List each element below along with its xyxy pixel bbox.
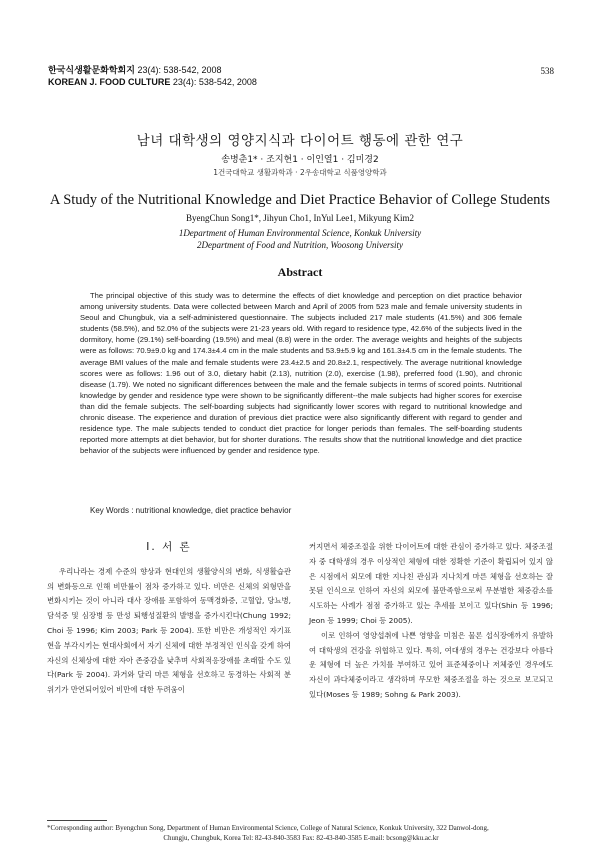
- abstract-heading: Abstract: [277, 265, 323, 279]
- authors-ko: 송병춘1* · 조지현1 · 이인열1 · 김미경2: [221, 155, 379, 165]
- footnote-line-1: *Corresponding author: Byengchun Song, Department of Human Environmental Science, College of Natural Science, Konkuk University, 322 Danwol-dong,: [47, 824, 489, 832]
- journal-header: [48, 64, 257, 88]
- page-number: 538: [540, 66, 554, 76]
- affiliation-ko: 1건국대학교 생활과학과 · 2우송대학교 식품영양학과: [213, 168, 387, 177]
- right-column: [309, 540, 553, 703]
- affiliation-en-2: 2Department of Food and Nutrition, Woosong University: [197, 240, 403, 250]
- journal-volume-ko: 23(4): 538-542, 2008: [137, 65, 222, 75]
- journal-volume-en: 23(4): 538-542, 2008: [172, 77, 257, 87]
- footnote-line-2: Chungju, Chungbuk, Korea Tel: 82-43-840-3583 Fax: 82-43-840-3585 E-mail: bcsong@kku.ac.kr: [163, 833, 439, 842]
- section-title: I. 서 론: [146, 541, 192, 553]
- abstract-body: The principal objective of this study was to determine the effects of diet knowledge and perception on diet practice behavior among university students. Data were collected between March and April of 2005 from 523 male and female university students in Seoul and Chungbuk, via a self-administered questionnaire. The subjects included 217 male students (41.5%) and 306 female students (58.5%), and 52.0% of the subjects were 21-23 years old. With regard to residence type, 42.6% of the subjects lived in the dormitory, home (29.1%) self-boarding (19.5%) and meal (8.8) were in the order. The average weights and heights of the subjects were as follows: 70.9±9.0 kg and 174.3±4.4 cm in the male students and 53.9±5.9 kg and 161.3±4.5 cm in the female students. The average BMI values of the male and female students were 23.4±2.5 and 20.8±2.1, respectively. The average nutritional knowledge scores were as follows: 1.96 out of 3.0, dietary habit (2.13), nutrition (2.0), exercise (1.98), preferred food (1.90), and chronic disease (1.79). We noted no significant differences between the male and the female subjects in terms of scored points. Nutritional knowledge by gender and residence type were shown to be significantly different--the male subjects had higher scores for exercise than did the female subjects. The self-boarding subjects had significantly lower scores with regard to nutritional knowledge and chronic disease. The experience and duration of previous diet practice were also significantly different with regard to gender and residence type. The male subjects tended to conduct diet practice for longer periods than females. The self-boarding students reported more attempts at diet behavior, but for shorter durations. The results show that the nutritional knowledge and diet practice behavior of the subjects were influenced by gender and residence type.: [80, 291, 522, 456]
- footnote-rule: [47, 820, 107, 821]
- intro-paragraph-1: 우리나라는 경제 수준의 향상과 현대인의 생활양식의 변화, 식생활습관의 변화등으로 인해 비만률이 점차 증가하고 있다. 비만은 신체의 외형만을 변화시키는 것이 아니라 대사 장애를 포함하여 동맥경화증, 고혈압, 당뇨병, 담석증 및 심장병 등 만성 퇴행성질환의 발병을 증가시킨다(Chung 1992; Choi 등 1996; Kim 2003; Park 등 2004). 또한 비만은 개성적인 자기표현을 부각시키는 현대사회에서 자기 신체에 대한 부정적인 인식을 갖게 하여 자신의 신체상에 대한 자아 존중감을 낮추며 사회적응장애를 초래할 수도 있다(Park 등 2004). 과거와 달리 마른 체형을 선호하고 동경하는 사회적 분위기가 만연되어있어 비만에 대한 두려움이: [47, 566, 291, 695]
- journal-name-ko: 한국식생활문화학회지: [48, 65, 135, 75]
- authors-en: ByengChun Song1*, Jihyun Cho1, InYul Lee1, Mikyung Kim2: [185, 213, 414, 223]
- intro-paragraph-3: 이로 인하여 영양섭취에 나쁜 영향을 미침은 물론 섭식장애까지 유발하여 대학생의 건강을 위협하고 있다. 특히, 여대생의 경우는 건강보다 아름다운 체형에 더 높은 가치를 부여하고 있어 표준체중이나 저체중인 경우에도 자신이 과다체중이라고 생각하며 무모한 체중조절을 하는 것으로 보고되고 있다(Moses 등 1989; Sohng & Park 2003).: [309, 630, 553, 699]
- journal-name-en: KOREAN J. FOOD CULTURE: [48, 77, 171, 87]
- affiliation-en-1: 1Department of Human Environmental Science, Konkuk University: [178, 228, 422, 238]
- title-ko: 남녀 대학생의 영양지식과 다이어트 행동에 관한 연구: [136, 133, 464, 149]
- left-column: [47, 540, 291, 698]
- corresponding-author-footnote: [47, 824, 555, 843]
- intro-paragraph-2: 커지면서 체중조절을 위한 다이어트에 대한 관심이 증가하고 있다. 체중조절자 중 대학생의 경우 이상적인 체형에 대한 정확한 기준이 확립되어 있지 않은 시점에서 외모에 대한 지나친 관심과 지나치게 마른 체형을 선호하는 잘못된 인식으로 인하여 자신의 외모에 불만족함으로써 무분별한 체중감소를 시도하는 사례가 점점 증가하고 있는 추세를 보이고 있다(Shin 등 1996; Jeon 등 1999; Choi 등 2005).: [309, 542, 553, 625]
- title-en: A Study of the Nutritional Knowledge and Diet Practice Behavior of College Students: [49, 192, 551, 208]
- keywords: Key Words : nutritional knowledge, diet practice behavior: [90, 506, 292, 515]
